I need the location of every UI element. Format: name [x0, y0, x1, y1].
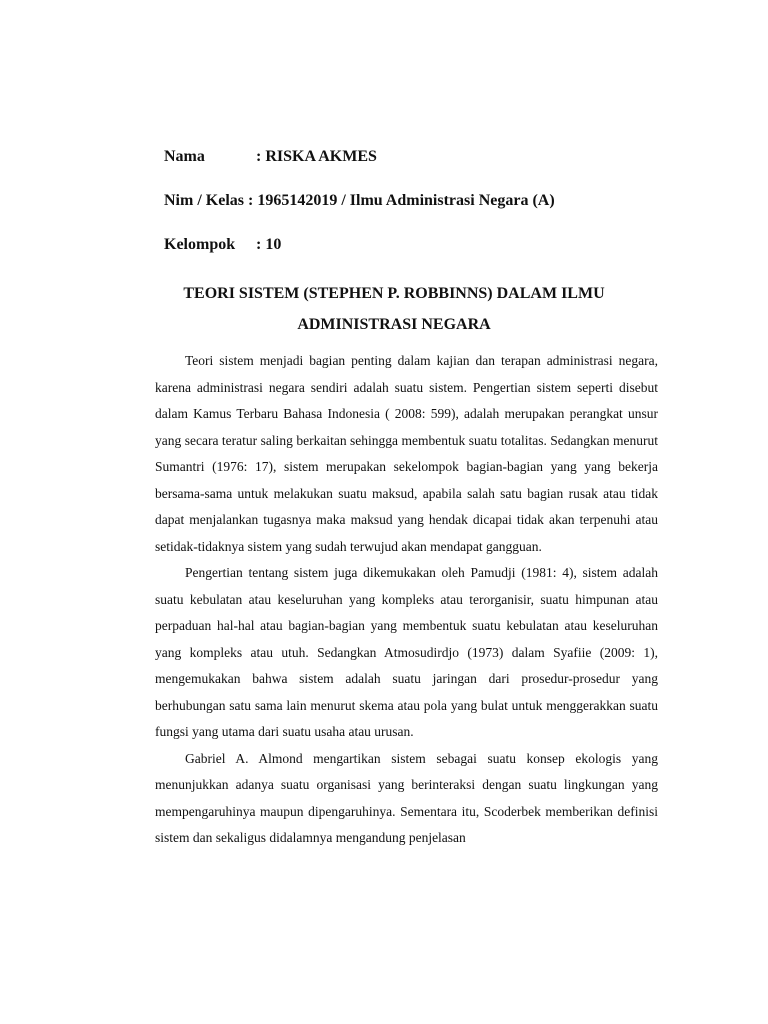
nim-value: : 1965142019 / Ilmu Administrasi Negara (A): [248, 192, 555, 209]
nim-label: Nim / Kelas: [164, 192, 244, 209]
document-body: [155, 348, 658, 852]
paragraph: Gabriel A. Almond mengartikan sistem sebagai suatu konsep ekologis yang menunjukkan adanya suatu organisasi yang berinteraksi dengan suatu lingkungan yang mempengaruhinya maupun dipengaruhinya. Sementara itu, Scoderbek memberikan definisi sistem dan sekaligus didalamnya mengandung penjelasan: [155, 750, 658, 845]
student-identity: [164, 146, 664, 278]
group-label: Kelompok: [164, 236, 236, 253]
paragraph: Pengertian tentang sistem juga dikemukakan oleh Pamudji (1981: 4), sistem adalah suatu kebulatan atau keseluruhan yang kompleks atau terorganisir, suatu himpunan atau perpaduan hal-hal atau bagian-bagian yang membentuk suatu kebulatan atau keseluruhan yang kompleks atau utuh. Sedangkan Atmosudirdjo (1973) dalam Syafiie (2009: 1), mengemukakan bahwa sistem adalah suatu jaringan dari prosedur-prosedur yang berhubungan satu sama lain menurut skema atau pola yang bulat untuk menggerakkan suatu fungsi yang utama dari suatu usaha atau urusan.: [155, 565, 658, 739]
paragraph: Teori sistem menjadi bagian penting dalam kajian dan terapan administrasi negara, karena administrasi negara sendiri adalah suatu sistem. Pengertian sistem seperti disebut dalam Kamus Terbaru Bahasa Indonesia ( 2008: 599), adalah merupakan perangkat unsur yang secara teratur saling berkaitan sehingga membentuk suatu totalitas. Sedangkan menurut Sumantri (1976: 17), sistem merupakan sekelompok bagian-bagian yang yang bekerja bersama-sama untuk melakukan suatu maksud, apabila salah satu bagian rusak atau tidak dapat menjalankan tugasnya maka maksud yang hendak dicapai tidak akan terpenuhi atau setidak-tidaknya sistem yang sudah terwujud akan mendapat gangguan.: [155, 353, 658, 554]
group-value: : 10: [256, 236, 282, 253]
name-value: : RISKA AKMES: [256, 148, 377, 165]
document-title: TEORI SISTEM (STEPHEN P. ROBBINNS) DALAM ILMU ADMINISTRASI NEGARA: [183, 285, 605, 333]
name-row: [164, 146, 664, 168]
nim-row: [164, 190, 664, 212]
group-row: [164, 234, 664, 256]
name-label: Nama: [164, 148, 205, 165]
